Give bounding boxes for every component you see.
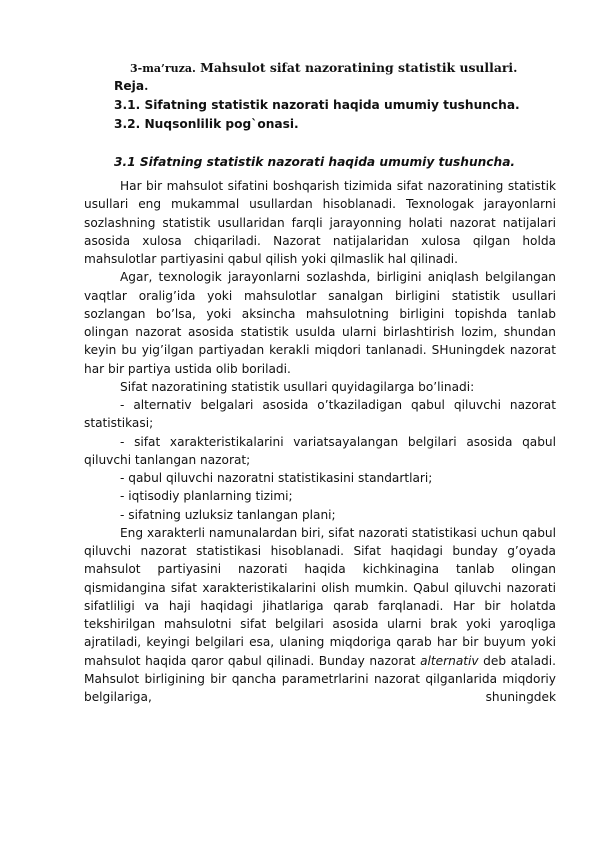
list-item-variation: - sifat xarakteristikalarini variatsayalangan belgilari asosida qabul qiluvchi tanlangan nazorat; — [84, 434, 556, 467]
lecture-title — [130, 59, 570, 78]
italic-term: alternativ — [420, 653, 479, 668]
plan-item-1: 3.1. Sifatning statistik nazorati haqida umumiy tushuncha. — [114, 98, 520, 112]
lecture-title-text: Mahsulot sifat nazoratining statistik usullari. — [195, 60, 518, 75]
paragraph-acceptance-control — [84, 524, 556, 707]
list-item-continuous-plan: - sifatning uzluksiz tanlangan plani; — [120, 507, 336, 522]
paragraph-acceptance-continuation: deb ataladi. Mahsulot birligining bir qancha parametrlarini nazorat qilganlarida miqdoriy belgilariga, shuningdek — [84, 653, 557, 704]
list-item-standards: - qabul qiluvchi nazoratni statistikasini standartlari; — [120, 471, 433, 485]
paragraph-methods-intro: Sifat nazoratining statistik usullari quyidagilarga bo’linadi: — [120, 379, 475, 394]
paragraph-acceptance-text: Eng xarakterli namunalardan biri, sifat nazorati statistikasi uchun qabul qiluvchi nazorat statistikasi hisoblanadi. Sifat haqidagi bunday g’oyada mahsulot partiyasini nazorati haqida kichkinagina tanlab olingan qismidangina sifat xarakteristikalarini olish mumkin. Qabul qiluvchi nazorati sifatliligi va haji haqidagi jihatlariga qarab farqlanadi. Har bir holatda tekshirilgan mahsulotni sifat belgilari asosida ularni brak yoki yaroqliga ajratiladi, keyingi belgilari esa, ulaning miqdoriga qarab har bir buyum yoki mahsulot haqida qaror qabul qilinadi. Bunday nazorat — [84, 525, 556, 668]
plan-item-2: 3.2. Nuqsonlilik pog`onasi. — [114, 117, 299, 131]
plan-heading — [114, 77, 148, 95]
paragraph-technology: Agar, texnologik jarayonlarni sozlashda, birligini aniqlash belgilangan vaqtlar oralig’ida yoki mahsulotlar sanalgan birligini statistik usullari sozlangan bo’lsa, yoki aksincha mahsulotning birligini topishda tanlab olingan nazorat asosida statistik usulda ularni birlashtirish lozim, shundan keyin bu yig’ilgan partiyadan kerakli miqdori tanlanadi. SHuningdek nazorat har bir partiya ustida olib boriladi. — [84, 270, 556, 376]
paragraph-intro: Har bir mahsulot sifatini boshqarish tizimida sifat nazoratining statistik usullari eng mukammal usullardan hisoblanadi. Texnologak jarayonlarni sozlashning statistik usullaridan farqli jarayonning holati nazorat natijalari asosida xulosa chiqariladi. Nazorat natijalaridan xulosa qilgan holda mahsulotlar partiyasini qabul qilish yoki qilmaslik hal qilinadi. — [84, 179, 556, 266]
document-body — [84, 177, 556, 706]
plan-heading-label: Reja — [114, 79, 145, 93]
plan-heading-dot: . — [144, 79, 149, 93]
list-item-alternative: - alternativ belgalari asosida o’tkaziladigan qabul qiluvchi nazorat statistikasi; — [84, 398, 556, 431]
section-heading: 3.1 Sifatning statistik nazorati haqida umumiy tushuncha. — [114, 155, 516, 169]
lecture-number: 3-ma’ruza. — [130, 62, 196, 75]
list-item-economic-plans: - iqtisodiy planlarning tizimi; — [120, 489, 293, 504]
